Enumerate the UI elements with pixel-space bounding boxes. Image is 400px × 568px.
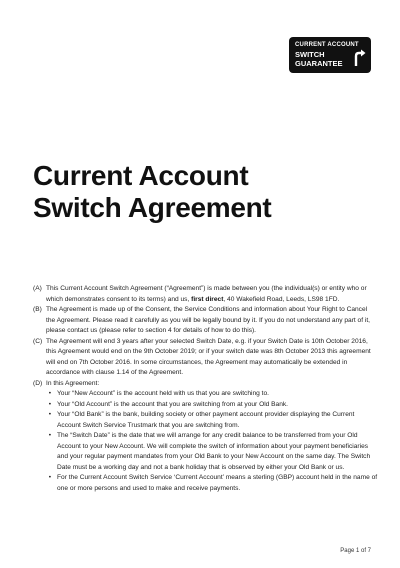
list-item-text: Your “Old Account” is the account that you are switching from at your Old Bank. bbox=[57, 400, 289, 408]
list-item bbox=[33, 389, 378, 400]
list-item bbox=[33, 473, 378, 494]
title-line-2: Switch Agreement bbox=[33, 192, 272, 223]
list-item-text: Your “Old Bank” is the bank, building society or other payment account provider displaying the Current Account Switch Service Trustmark that you are switching from. bbox=[57, 411, 355, 429]
list-item-text: The “Switch Date” is the date that we will arrange for any credit balance to be transferred from your Old Account to your New Account. We will complete the switch of information about your payment beneficiaries and your regular payment mandates from your Old Bank to your New Account on the same day. The Switch Date must be a working day and not a bank holiday that is observed by either your Old Bank or us. bbox=[57, 432, 371, 471]
clause-text-after: , 40 Wakefield Road, Leeds, LS98 1FD. bbox=[223, 295, 340, 303]
title-line-1: Current Account bbox=[33, 160, 249, 191]
list-item-text: Your “New Account” is the account held with us that you are switching to. bbox=[57, 390, 269, 397]
switch-arrow-icon bbox=[353, 49, 367, 67]
clause-text bbox=[46, 284, 378, 305]
clause-text: The Agreement will end 3 years after your selected Switch Date, e.g. if your Switch Date is 10th October 2016, this Agreement would end on the 9th October 2019; or if your switch date was 8th October 2013 this agreement will end on 7th October 2016. In some circumstances, the Agreement may automatically be extended in accordance with clause 1.14 of the Agreement. bbox=[46, 337, 371, 376]
clause-a bbox=[33, 284, 378, 305]
current-account-switch-guarantee-logo bbox=[289, 37, 371, 73]
bullet-icon: • bbox=[48, 390, 51, 397]
page-title bbox=[33, 160, 271, 224]
clause-d bbox=[33, 379, 378, 390]
logo-line-1: CURRENT ACCOUNT bbox=[295, 42, 359, 48]
clause-text: In this Agreement: bbox=[46, 379, 100, 387]
company-name: first direct bbox=[191, 295, 224, 303]
logo-line-3: GUARANTEE bbox=[295, 58, 343, 68]
agreement-body bbox=[33, 284, 378, 494]
clause-text-before: This Current Account Switch Agreement (“Agreement”) is made between you (the individual(s) or entity who or which demonstrates consent to its terms) and us, bbox=[46, 285, 367, 303]
bullet-icon: • bbox=[48, 411, 51, 418]
list-item-text: For the Current Account Switch Service ‘Current Account’ means a sterling (GBP) account held in the name of one or more persons and used to make and receive payments. bbox=[57, 474, 378, 492]
bullet-icon: • bbox=[48, 400, 51, 408]
definitions-list bbox=[33, 389, 378, 494]
clause-b bbox=[33, 305, 378, 337]
bullet-icon: • bbox=[48, 432, 51, 439]
clause-label: (B) bbox=[33, 306, 42, 313]
clause-label: (D) bbox=[33, 379, 43, 387]
list-item bbox=[33, 410, 378, 431]
clause-label: (A) bbox=[33, 285, 42, 292]
logo-line-2: SWITCH bbox=[295, 50, 325, 59]
list-item bbox=[33, 431, 378, 473]
clause-label: (C) bbox=[33, 337, 43, 345]
clause-c bbox=[33, 337, 378, 379]
list-item bbox=[33, 400, 378, 411]
clause-text: The Agreement is made up of the Consent, the Service Conditions and information about Your Right to Cancel the Agreement. Please read it carefully as you will be legally bound by it. If you do not understand any part of it, please contact us (please refer to section 4 for details of how to do this). bbox=[46, 306, 371, 334]
bullet-icon: • bbox=[48, 474, 51, 481]
page-number: Page 1 of 7 bbox=[340, 548, 371, 554]
